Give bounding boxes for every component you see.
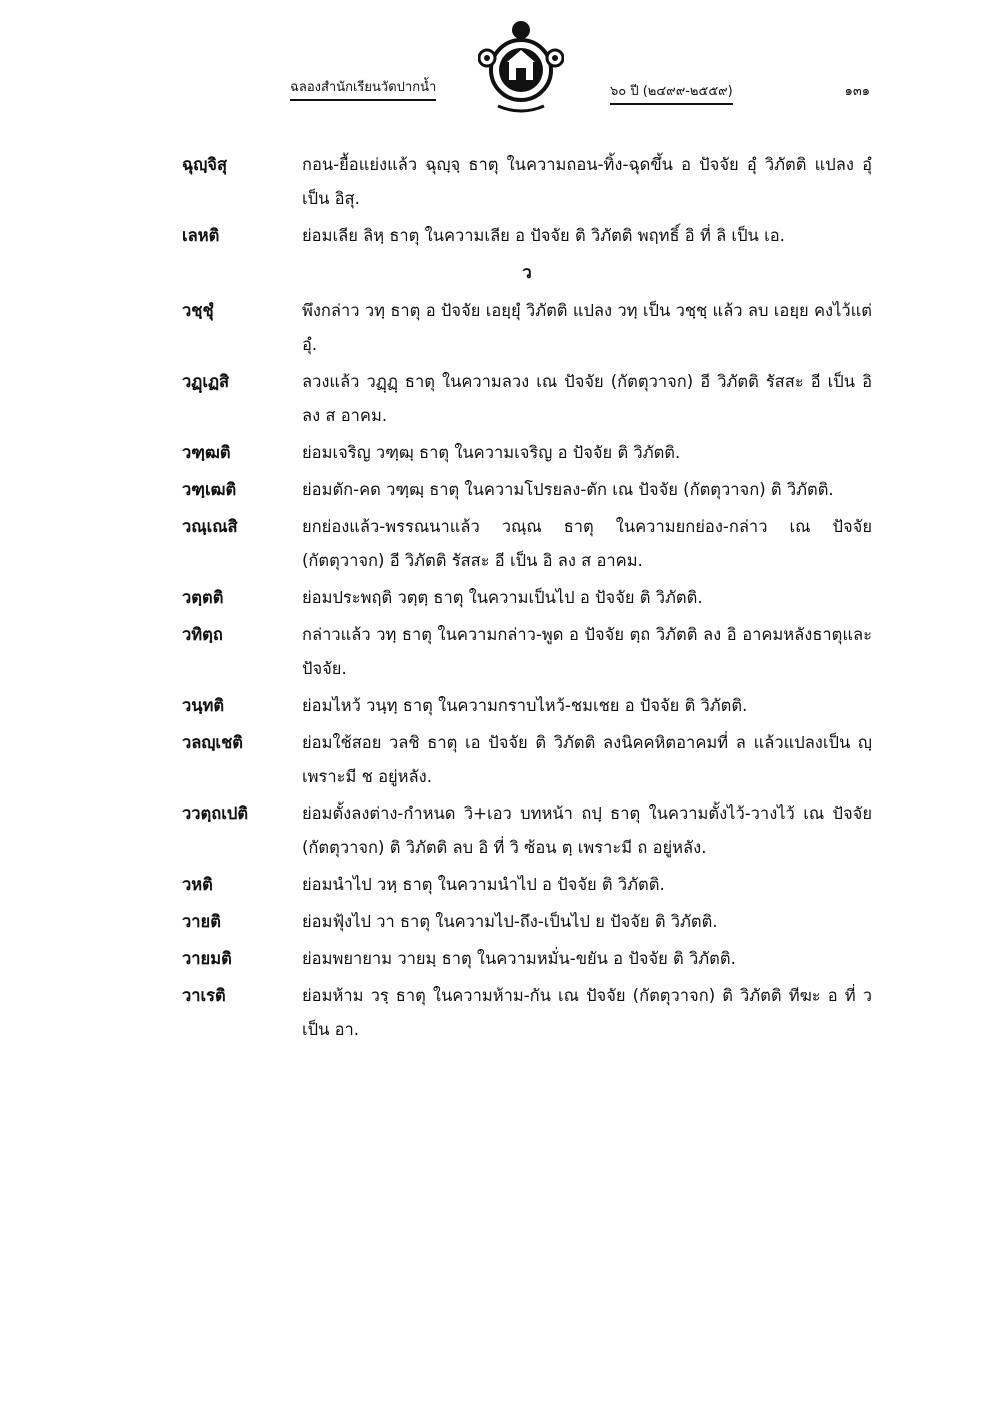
entry-term: วหติ bbox=[182, 875, 213, 894]
entry-definition: ย่อมห้าม วรฺ ธาตุ ในความห้าม-กัน เณ ปัจจัย (กัตตุวาจก) ติ วิภัตติ ทีฆะ อ ที่ ว เป็น อา. bbox=[302, 986, 872, 1039]
entry-term: วนฺทติ bbox=[182, 696, 225, 715]
entry-definition: ย่อมไหว้ วนฺทฺ ธาตุ ในความกราบไหว้-ชมเชย อ ปัจจัย ติ วิภัตติ. bbox=[302, 696, 748, 715]
entry-definition: ย่อมประพฤติ วตฺตฺ ธาตุ ในความเป็นไป อ ปัจจัย ติ วิภัตติ. bbox=[302, 588, 703, 607]
header-left-text: ฉลองสำนักเรียนวัดปากน้ำ bbox=[290, 76, 436, 101]
glossary-entry bbox=[182, 436, 872, 470]
header-center-text: ๖๐ ปี (๒๔๙๙-๒๕๕๙) bbox=[610, 80, 733, 105]
glossary-entry bbox=[182, 942, 872, 976]
glossary-entry bbox=[182, 618, 872, 686]
entry-term: วายมติ bbox=[182, 949, 232, 968]
entry-term: วฏฺเฏสิ bbox=[182, 372, 230, 391]
entry-term: วฑฺฒติ bbox=[182, 443, 231, 462]
glossary-entry bbox=[182, 868, 872, 902]
entry-term: วายติ bbox=[182, 912, 221, 931]
entry-term: วลญฺเชติ bbox=[182, 733, 243, 752]
glossary-entry bbox=[182, 473, 872, 507]
glossary-entry bbox=[182, 979, 872, 1047]
glossary-entry bbox=[182, 797, 872, 865]
glossary-entry bbox=[182, 365, 872, 433]
glossary-entry bbox=[182, 726, 872, 794]
glossary-entry bbox=[182, 148, 872, 216]
entry-definition: ย่อมนำไป วหฺ ธาตุ ในความนำไป อ ปัจจัย ติ วิภัตติ. bbox=[302, 875, 665, 894]
entry-term: ฉุญฺจิสุ bbox=[182, 155, 228, 174]
entry-definition: พึงกล่าว วทฺ ธาตุ อ ปัจจัย เอยฺยุํ วิภัตติ แปลง วทฺ เป็น วชฺชฺ แล้ว ลบ เอยฺย คงไว้แต่ อุํ. bbox=[302, 301, 872, 354]
entry-definition: ย่อมตัก-คด วฑฺฒฺ ธาตุ ในความโปรยลง-ตัก เณ ปัจจัย (กัตตุวาจก) ติ วิภัตติ. bbox=[302, 480, 834, 499]
glossary-entry bbox=[182, 905, 872, 939]
entry-term: เลหติ bbox=[182, 226, 220, 245]
entry-definition: ย่อมเลีย ลิหฺ ธาตุ ในความเลีย อ ปัจจัย ติ วิภัตติ พฤทธิ์ อิ ที่ ลิ เป็น เอ. bbox=[302, 226, 785, 245]
glossary-entry bbox=[182, 294, 872, 362]
entry-definition: ย่อมตั้งลงต่าง-กำหนด วิ+เอว บทหน้า ถปฺ ธาตุ ในความตั้งไว้-วางไว้ เณ ปัจจัย (กัตตุวาจก) ติ วิภัตติ ลบ อิ ที่ วิ ซ้อน ตฺ เพราะมี ถ อยู่หลัง. bbox=[302, 804, 872, 857]
entry-term: วทิตฺถ bbox=[182, 625, 223, 644]
entry-definition: ย่อมเจริญ วฑฺฒฺ ธาตุ ในความเจริญ อ ปัจจัย ติ วิภัตติ. bbox=[302, 443, 681, 462]
entry-term: วณฺเณสิ bbox=[182, 517, 238, 536]
glossary-entry bbox=[182, 689, 872, 723]
entry-definition: กล่าวแล้ว วทฺ ธาตุ ในความกล่าว-พูด อ ปัจจัย ตฺถ วิภัตติ ลง อิ อาคมหลังธาตุและปัจจัย. bbox=[302, 625, 872, 678]
section-letter-heading: ว bbox=[522, 263, 532, 283]
entry-definition: ลวงแล้ว วฏฺฏฺ ธาตุ ในความลวง เณ ปัจจัย (กัตตุวาจก) อี วิภัตติ รัสสะ อี เป็น อิ ลง ส อาคม. bbox=[302, 372, 872, 425]
entry-definition: ยกย่องแล้ว-พรรณนาแล้ว วณฺณ ธาตุ ในความยกย่อง-กล่าว เณ ปัจจัย (กัตตุวาจก) อี วิภัตติ รัสสะ อี เป็น อิ ลง ส อาคม. bbox=[302, 517, 872, 570]
entry-term: วฑฺเฒติ bbox=[182, 480, 237, 499]
glossary-entry bbox=[182, 510, 872, 578]
entry-term: ววตฺถเปติ bbox=[182, 804, 249, 823]
entry-definition: ย่อมฟุ้งไป วา ธาตุ ในความไป-ถึง-เป็นไป ย ปัจจัย ติ วิภัตติ. bbox=[302, 912, 718, 931]
glossary-entry bbox=[182, 581, 872, 615]
entry-definition: กอน-ยื้อแย่งแล้ว ฉุญฺจฺ ธาตุ ในความถอน-ทิ้ง-ฉุดขึ้น อ ปัจจัย อุํ วิภัตติ แปลง อุํ เป็น อิสุ. bbox=[302, 155, 872, 208]
temple-seal-icon bbox=[478, 18, 564, 118]
glossary-entries bbox=[182, 148, 872, 1050]
entry-term: วตฺตติ bbox=[182, 588, 224, 607]
entry-term: วาเรติ bbox=[182, 986, 226, 1005]
entry-definition: ย่อมพยายาม วายมฺ ธาตุ ในความหมั่น-ขยัน อ ปัจจัย ติ วิภัตติ. bbox=[302, 949, 736, 968]
entry-definition: ย่อมใช้สอย วลชิ ธาตุ เอ ปัจจัย ติ วิภัตติ ลงนิคคหิตอาคมที่ ล แล้วแปลงเป็น ญฺ เพราะมี ช อยู่หลัง. bbox=[302, 733, 872, 786]
entry-term: วชฺชุํ bbox=[182, 301, 214, 320]
page-header bbox=[290, 18, 870, 123]
glossary-entry bbox=[182, 219, 872, 253]
page-number: ๑๓๑ bbox=[844, 84, 870, 99]
